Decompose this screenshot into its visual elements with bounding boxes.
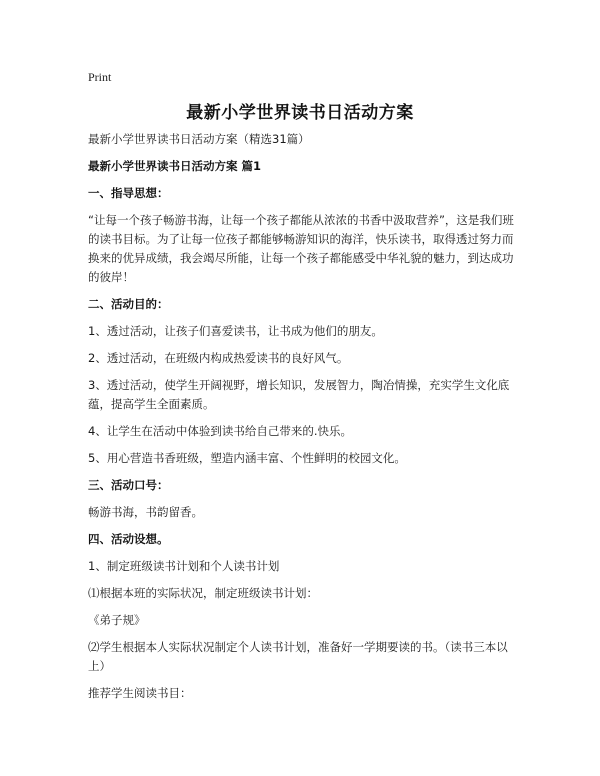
plan-item-1a: ⑴根据本班的实际状况，制定班级读书计划： (88, 586, 318, 600)
recommended-reading-label: 推荐学生阅读书目： (88, 686, 192, 700)
document-title: 最新小学世界读书日活动方案 (186, 103, 414, 123)
print-label: Print (88, 70, 112, 84)
plan-item-1b: ⑵学生根据本人实际状况制定个人读书计划，准备好一学期要读的书。（读书三本以上） (88, 640, 508, 673)
purpose-item-5: 5、用心营造书香班级，塑造内涵丰富、个性鲜明的校园文化。 (88, 451, 406, 465)
purpose-item-2: 2、透过活动，在班级内构成热爱读书的良好风气。 (88, 351, 349, 365)
purpose-item-4: 4、让学生在活动中体验到读书给自己带来的.快乐。 (88, 424, 352, 438)
plan-item-1: 1、制定班级读书计划和个人读书计划 (88, 559, 280, 573)
purpose-item-3: 3、透过活动，使学生开阔视野，增长知识，发展智力，陶冶情操，充实学生文化底蕴，提高学生全面素质。 (88, 378, 510, 411)
heading-plan: 四、活动设想。 (88, 532, 169, 546)
document-subtitle: 最新小学世界读书日活动方案（精选31篇） (88, 132, 310, 146)
document-content (88, 130, 518, 711)
heading-slogan: 三、活动口号： (88, 478, 169, 492)
heading-purpose: 二、活动目的： (88, 297, 169, 311)
paragraph-guiding-idea: “让每一个孩子畅游书海，让每一个孩子都能从浓浓的书香中汲取营养”，这是我们班的读书目标。为了让每一位孩子都能够畅游知识的海洋，快乐读书，取得透过努力而换来的优异成绩，我会竭尽所能，让每一个孩子都能感受中华礼貌的魅力，到达成功的彼岸！ (88, 213, 514, 284)
slogan-text: 畅游书海，书韵留香。 (88, 505, 203, 519)
purpose-item-1: 1、透过活动，让孩子们喜爱读书，让书成为他们的朋友。 (88, 324, 383, 338)
section-title: 最新小学世界读书日活动方案 篇1 (88, 159, 262, 173)
book-title: 《弟子规》 (88, 613, 146, 627)
heading-guiding-idea: 一、指导思想： (88, 186, 169, 200)
